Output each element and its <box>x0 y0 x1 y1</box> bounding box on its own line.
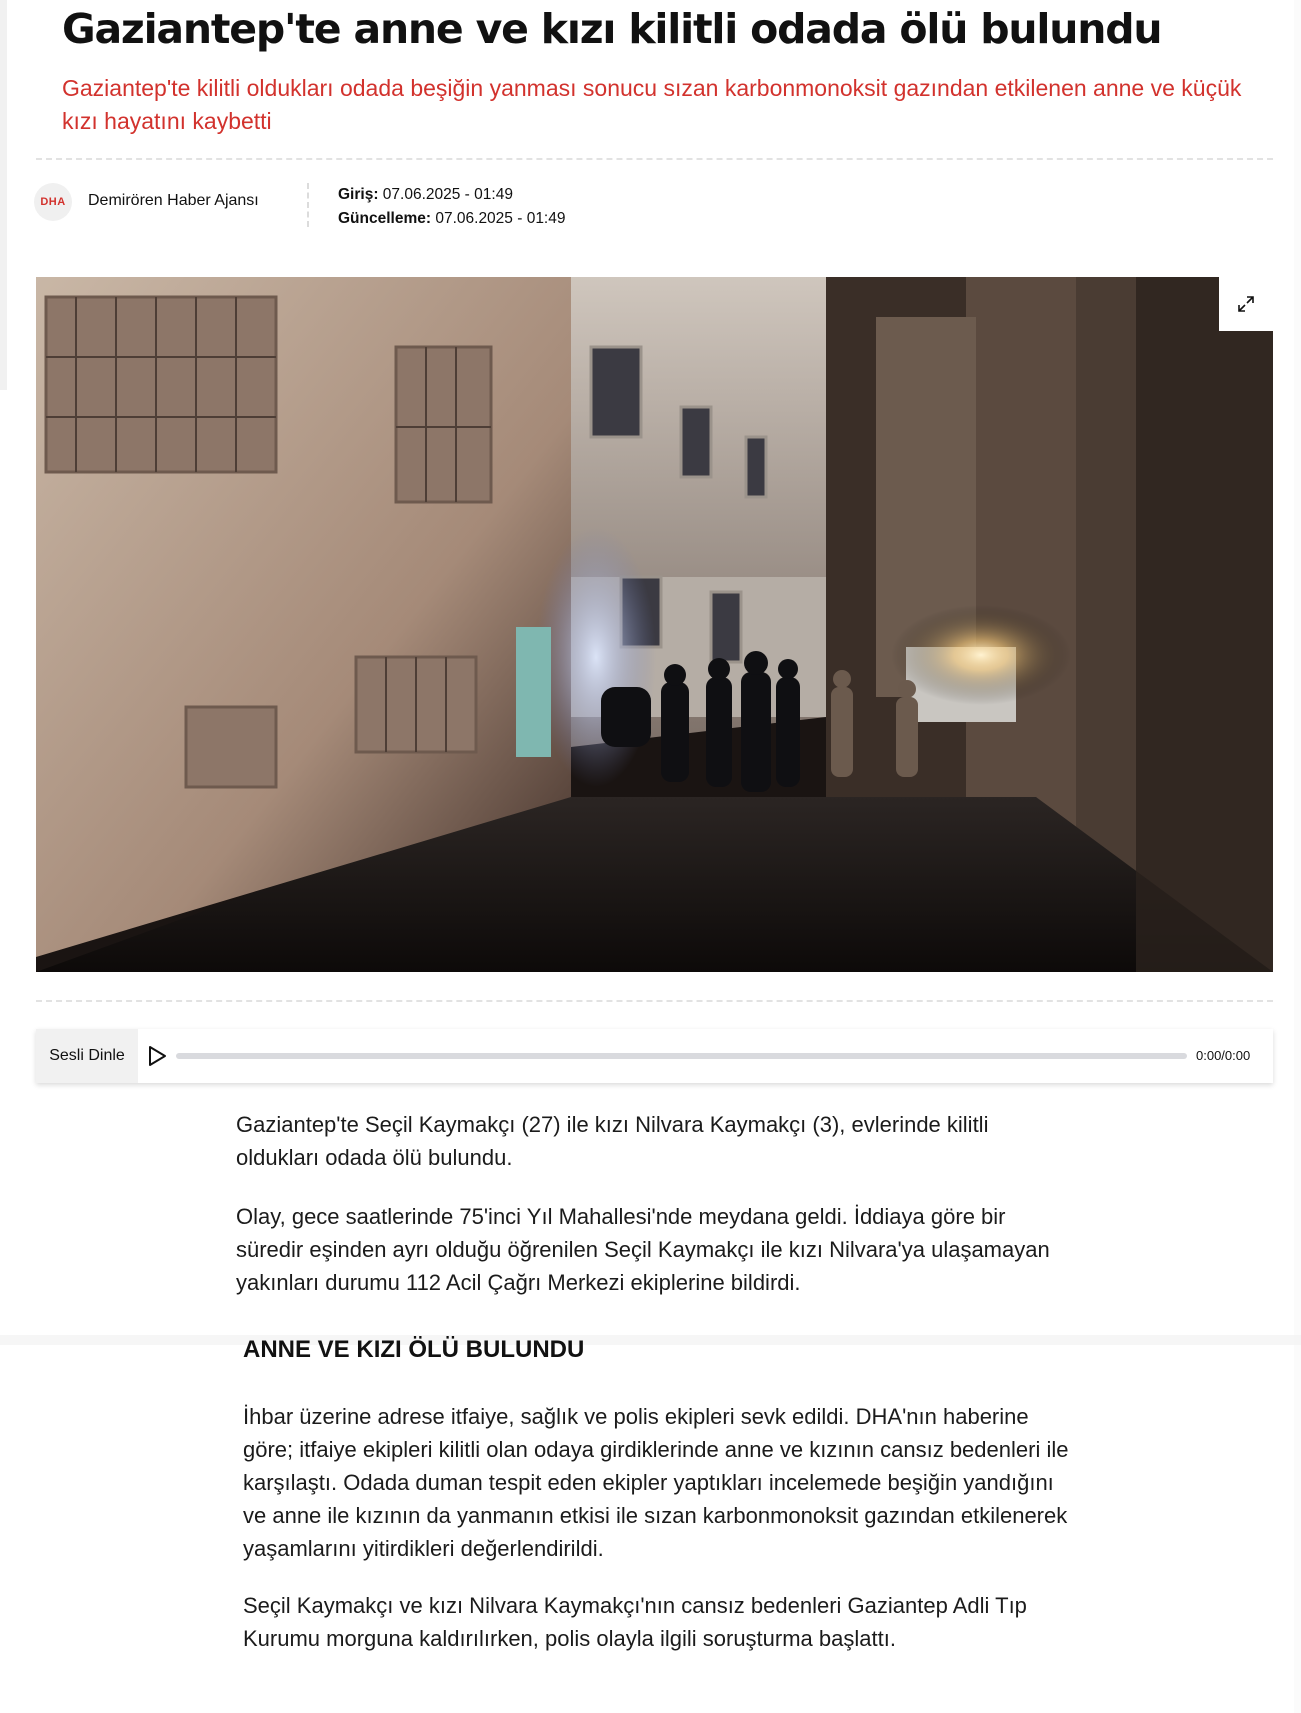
agency-name[interactable]: Demirören Haber Ajansı <box>88 192 259 209</box>
play-button[interactable] <box>144 1043 170 1069</box>
article-photo[interactable] <box>36 277 1273 972</box>
meta-separator <box>307 183 309 227</box>
update-date: 07.06.2025 - 01:49 <box>435 210 566 227</box>
article-spot: Gaziantep'te kilitli oldukları odada beşiğin yanması sonucu sızan karbonmonoksit gazından etkilenen anne ve küçük kızı hayatını kaybetti <box>62 75 1242 134</box>
background-band <box>0 1335 1301 1345</box>
play-icon <box>144 1043 170 1069</box>
paragraph-4: Seçil Kaymakçı ve kızı Nilvara Kaymakçı'nın cansız bedenleri Gaziantep Adli Tıp Kurumu morguna kaldırılırken, polis olayla ilgili soruşturma başlattı. <box>243 1593 1027 1651</box>
section-heading: ANNE VE KIZI ÖLÜ BULUNDU <box>243 1336 585 1363</box>
audio-time: 0:00/0:00 <box>1196 1048 1251 1063</box>
audio-progress-track[interactable] <box>176 1053 1187 1059</box>
agency-logo[interactable]: DHA <box>34 183 72 221</box>
paragraph-3: İhbar üzerine adrese itfaiye, sağlık ve polis ekipleri sevk edildi. DHA'nın haberine göre; itfaiye ekipleri kilitli olan odaya girdiklerinde anne ve kızının cansız bedenleri ile karşılaştı. Odada duman tespit eden ekipler yaptıkları incelemede beşiğin yandığını ve anne ile kızının da yanmanın etkisi ile sızan karbonmonoksit gazından etkilenerek yaşamlarını yitirdikleri değerlendirildi. <box>243 1404 1069 1561</box>
entry-label: Giriş: <box>338 186 379 203</box>
audio-player <box>36 1029 1273 1083</box>
article-title: Gaziantep'te anne ve kızı kilitli odada ölü bulundu <box>62 5 1162 53</box>
paragraph-1: Gaziantep'te Seçil Kaymakçı (27) ile kızı Nilvara Kaymakçı (3), evlerinde kilitli oldukları odada ölü bulundu. <box>236 1112 989 1170</box>
article-meta <box>34 183 734 227</box>
listen-label[interactable]: Sesli Dinle <box>36 1029 138 1083</box>
entry-date: 07.06.2025 - 01:49 <box>382 186 513 203</box>
night-street-scene <box>36 277 1273 972</box>
update-label: Güncelleme: <box>338 210 432 227</box>
article-dates <box>338 183 565 231</box>
page-left-rule <box>0 0 7 390</box>
expand-image-button[interactable] <box>1219 277 1273 331</box>
divider-top <box>36 158 1273 160</box>
divider-bottom <box>36 1000 1273 1002</box>
paragraph-2: Olay, gece saatlerinde 75'inci Yıl Mahallesi'nde meydana geldi. İddiaya göre bir süredir eşinden ayrı olduğu öğrenilen Seçil Kaymakçı ile kızı Nilvara'ya ulaşamayan yakınları durumu 112 Acil Çağrı Merkezi ekiplerine bildirdi. <box>236 1204 1050 1295</box>
page-right-rule <box>1294 0 1301 1713</box>
expand-icon <box>1236 294 1256 314</box>
